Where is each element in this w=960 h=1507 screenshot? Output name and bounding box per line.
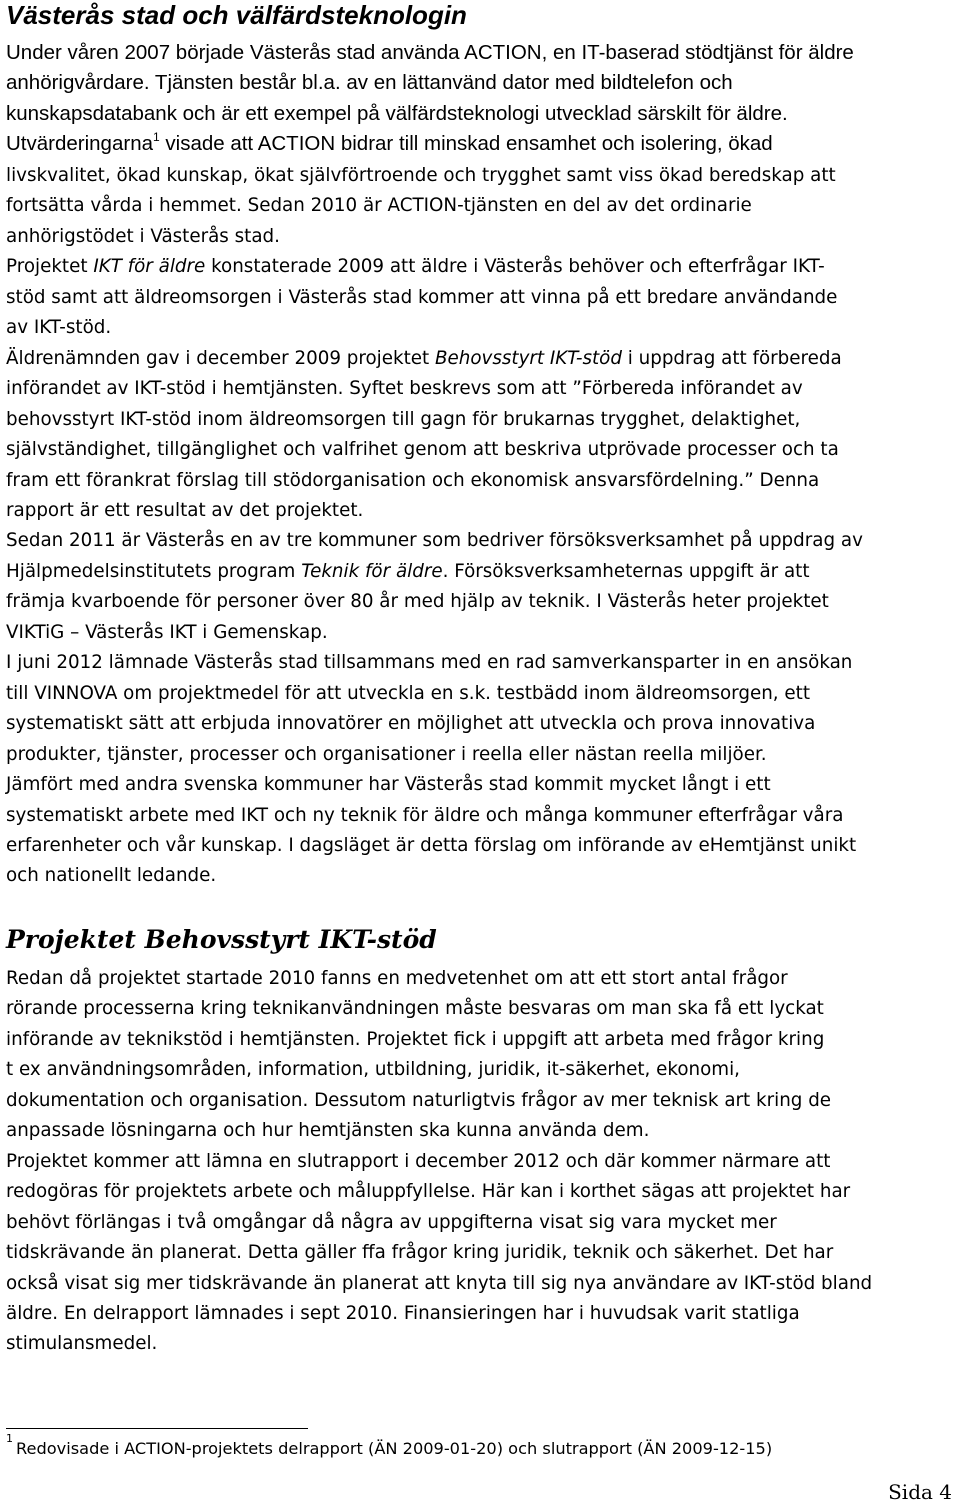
body-paragraph — [6, 161, 958, 892]
text-line: behovsstyrt IKT-stöd inom äldreomsorgen till gagn för brukarnas trygghet, delaktighet, — [6, 408, 801, 430]
text-line: Under våren 2007 började Västerås stad använda ACTION, en IT-baserad stödtjänst för äldre — [6, 41, 854, 64]
text-line: systematiskt arbete med IKT och ny teknik för äldre och många kommuner efterfrågar våra — [6, 804, 844, 826]
section2-paragraph — [6, 964, 958, 1360]
text-line: produkter, tjänster, processer och organisationer i reella eller nästan reella miljöer. — [6, 743, 767, 765]
text-line: Projektet kommer att lämna en slutrapport i december 2012 och där kommer närmare att — [6, 1150, 831, 1172]
section-title-behovsstyrt: Projektet Behovsstyrt IKT-stöd — [6, 925, 437, 954]
text-line: införande av teknikstöd i hemtjänsten. Projektet fick i uppgift att arbeta med frågor kring — [6, 1028, 825, 1050]
text-line: också visat sig mer tidskrävande än planerat att knyta till sig nya användare av IKT-stöd bland — [6, 1272, 873, 1294]
intro-paragraph — [6, 38, 958, 159]
text-line: fortsätta vårda i hemmet. Sedan 2010 är ACTION-tjänsten en del av det ordinarie — [6, 195, 752, 217]
text-run: . Försöksverksamheternas uppgift är att — [442, 560, 810, 582]
text-line: kunskapsdatabank och är ett exempel på välfärdsteknologi utvecklad särskilt för äldre. — [6, 101, 788, 125]
text-line: Redan då projektet startade 2010 fanns en medvetenhet om att ett stort antal frågor — [6, 968, 788, 989]
text-line: anhörigstödet i Västerås stad. — [6, 225, 280, 247]
footnote-reference: 1 — [153, 130, 160, 145]
page-number: Sida 4 — [888, 1480, 952, 1504]
text-line: av IKT-stöd. — [6, 317, 112, 339]
text-line: dokumentation och organisation. Dessutom naturligtvis frågor av mer teknisk art kring de — [6, 1089, 832, 1111]
footnote — [6, 1431, 773, 1462]
text-line: I juni 2012 lämnade Västerås stad tillsammans med en rad samverkansparter in en ansökan — [6, 652, 853, 674]
text-line: rörande processerna kring teknikanvändningen måste besvaras om man ska få ett lyckat — [6, 998, 824, 1020]
text-line: erfarenheter och vår kunskap. I dagsläget är detta förslag om införande av eHemtjänst unikt — [6, 834, 857, 856]
utv-lead: Utvärderingarna — [6, 131, 153, 155]
text-line: införandet av IKT-stöd i hemtjänsten. Syftet beskrevs som att ”Förbereda införandet av — [6, 378, 803, 400]
footnote-text: Redovisade i ACTION-projektets delrapport (ÄN 2009-01-20) och slutrapport (ÄN 2009-12-15) — [16, 1439, 773, 1458]
text-line: och nationellt ledande. — [6, 865, 217, 887]
text-line: t ex användningsområden, information, utbildning, juridik, it-säkerhet, ekonomi, — [6, 1059, 740, 1081]
text-line: VIKTiG – Västerås IKT i Gemenskap. — [6, 621, 328, 643]
text-line: främja kvarboende för personer över 80 år med hjälp av teknik. I Västerås heter projektet — [6, 591, 829, 613]
text-run: i uppdrag att förbereda — [621, 347, 842, 369]
text-line: redogöras för projektets arbete och måluppfyllelse. Här kan i korthet sägas att projektet har — [6, 1181, 851, 1203]
footnote-divider — [6, 1428, 308, 1429]
text-line: rapport är ett resultat av det projektet. — [6, 499, 364, 521]
text-line: stimulansmedel. — [6, 1333, 158, 1355]
text-line — [6, 252, 958, 282]
italic-title-behovsstyrt: Behovsstyrt IKT-stöd — [435, 347, 622, 369]
utv-rest: visade att ACTION bidrar till minskad ensamhet och isolering, ökad — [159, 131, 773, 155]
italic-title-teknik-for-aldre: Teknik för äldre — [301, 560, 443, 582]
text-line: tidskrävande än planerat. Detta gäller ffa frågor kring juridik, teknik och säkerhet. Det har — [6, 1242, 834, 1264]
text-line: anhörigvårdare. Tjänsten består bl.a. av en lättanvänd dator med bildtelefon och — [6, 71, 733, 95]
text-line: till VINNOVA om projektmedel för att utveckla en s.k. testbädd inom äldreomsorgen, ett — [6, 682, 810, 704]
section-title-vasteras: Västerås stad och välfärdsteknologin — [6, 0, 467, 30]
text-line: livskvalitet, ökad kunskap, ökat självförtroende och trygghet samt viss ökad beredskap att — [6, 165, 836, 186]
text-run: Hjälpmedelsinstitutets program — [6, 560, 302, 582]
text-line: behövt förlängas i två omgångar då några av uppgifterna visat sig vara mycket mer — [6, 1211, 777, 1233]
text-line: stöd samt att äldreomsorgen i Västerås stad kommer att vinna på ett bredare användande — [6, 286, 838, 308]
text-line: Sedan 2011 är Västerås en av tre kommuner som bedriver försöksverksamhet på uppdrag av — [6, 530, 863, 552]
text-line: systematiskt sätt att erbjuda innovatörer en möjlighet att utveckla och prova innovativa — [6, 713, 816, 735]
text-line: fram ett förankrat förslag till stödorganisation och ekonomisk ansvarsfördelning.” Denna — [6, 469, 820, 491]
text-run: Äldrenämnden gav i december 2009 projektet — [6, 347, 435, 369]
text-line: Jämfört med andra svenska kommuner har Västerås stad kommit mycket långt i ett — [6, 774, 771, 796]
footnote-marker: 1 — [6, 1431, 13, 1445]
text-run: Projektet — [6, 256, 94, 278]
text-run: konstaterade 2009 att äldre i Västerås behöver och efterfrågar IKT- — [205, 256, 825, 278]
text-line — [6, 129, 958, 159]
text-line: äldre. En delrapport lämnades i sept 2010. Finansieringen har i huvudsak varit statliga — [6, 1302, 800, 1324]
text-line: anpassade lösningarna och hur hemtjänsten ska kunna använda dem. — [6, 1120, 650, 1142]
text-line: självständighet, tillgänglighet och valfrihet genom att beskriva utprövade processer och ta — [6, 439, 839, 461]
text-line — [6, 344, 958, 374]
text-line — [6, 557, 958, 587]
italic-title-ikt-for-aldre: IKT för äldre — [93, 256, 206, 278]
